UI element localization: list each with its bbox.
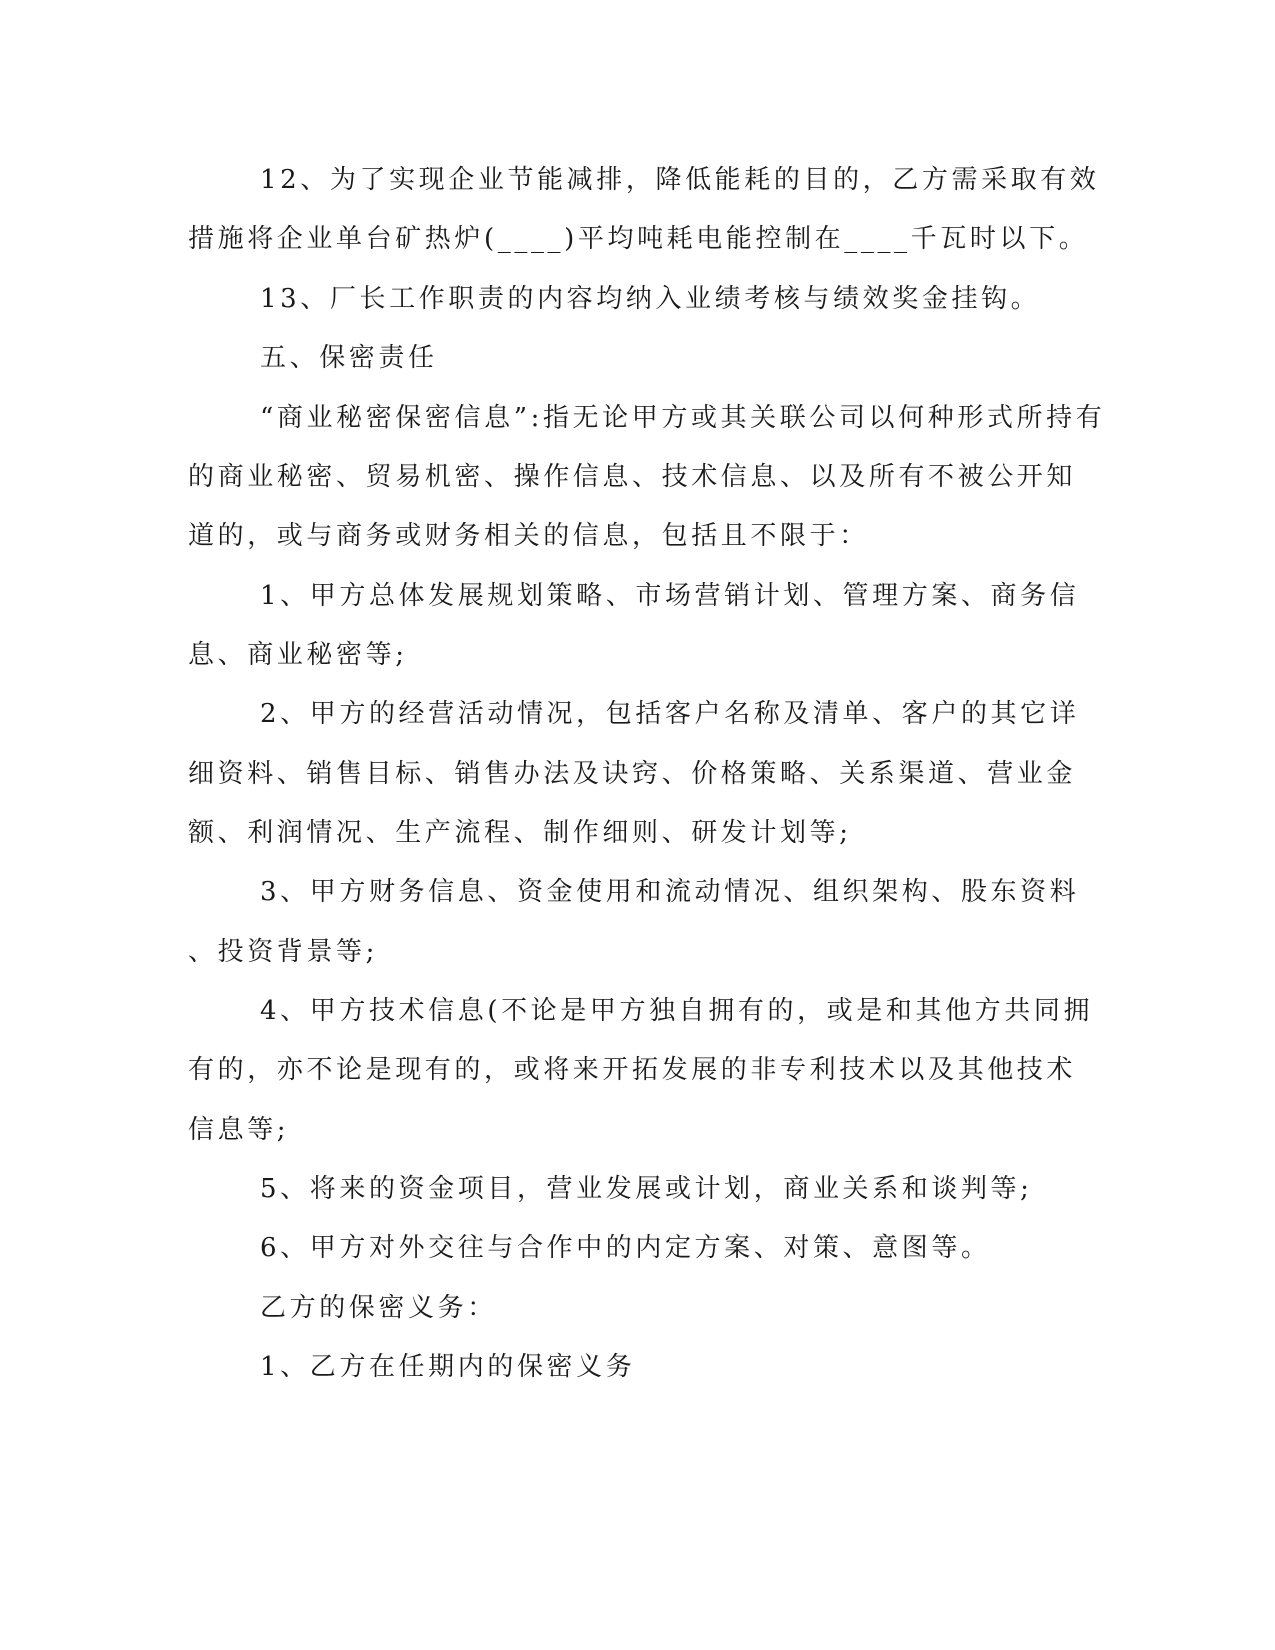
item-3-line-1: 3、甲方财务信息、资金使用和流动情况、组织架构、股东资料 [260,877,1080,907]
item-6: 6、甲方对外交往与合作中的内定方案、对策、意图等。 [260,1233,991,1263]
item-2-line-1: 2、甲方的经营活动情况，包括客户名称及清单、客户的其它详 [260,699,1080,729]
paragraph-13: 13、厂长工作职责的内容均纳入业绩考核与绩效奖金挂钩。 [260,284,1041,314]
paragraph-12-line-2: 措施将企业单台矿热炉(____)平均吨耗电能控制在____千瓦时以下。 [188,224,1089,254]
item-4-line-3: 信息等; [188,1115,290,1145]
item-5: 5、将来的资金项目，营业发展或计划，商业关系和谈判等; [260,1174,1033,1204]
definition-line-1: “商业秘密保密信息”:指无论甲方或其关联公司以何种形式所持有 [260,403,1106,433]
item-3-line-2: 、投资背景等; [188,937,378,967]
obligation-item-1: 1、乙方在任期内的保密义务 [260,1352,636,1382]
item-1-line-1: 1、甲方总体发展规划策略、市场营销计划、管理方案、商务信 [260,581,1080,611]
definition-line-2: 的商业秘密、贸易机密、操作信息、技术信息、以及所有不被公开知 [188,462,1077,492]
obligations-heading: 乙方的保密义务： [260,1293,497,1323]
section-heading-confidentiality: 五、保密责任 [260,343,438,373]
paragraph-12-line-1: 12、为了实现企业节能减排，降低能耗的目的，乙方需采取有效 [260,165,1100,195]
item-2-line-3: 额、利润情况、生产流程、制作细则、研发计划等; [188,818,852,848]
definition-line-3: 道的，或与商务或财务相关的信息，包括且不限于： [188,521,869,551]
item-4-line-2: 有的，亦不论是现有的，或将来开拓发展的非专利技术以及其他技术 [188,1055,1077,1085]
item-1-line-2: 息、商业秘密等; [188,640,408,670]
item-4-line-1: 4、甲方技术信息(不论是甲方独自拥有的，或是和其他方共同拥 [260,996,1094,1026]
item-2-line-2: 细资料、销售目标、销售办法及诀窍、价格策略、关系渠道、营业金 [188,759,1077,789]
